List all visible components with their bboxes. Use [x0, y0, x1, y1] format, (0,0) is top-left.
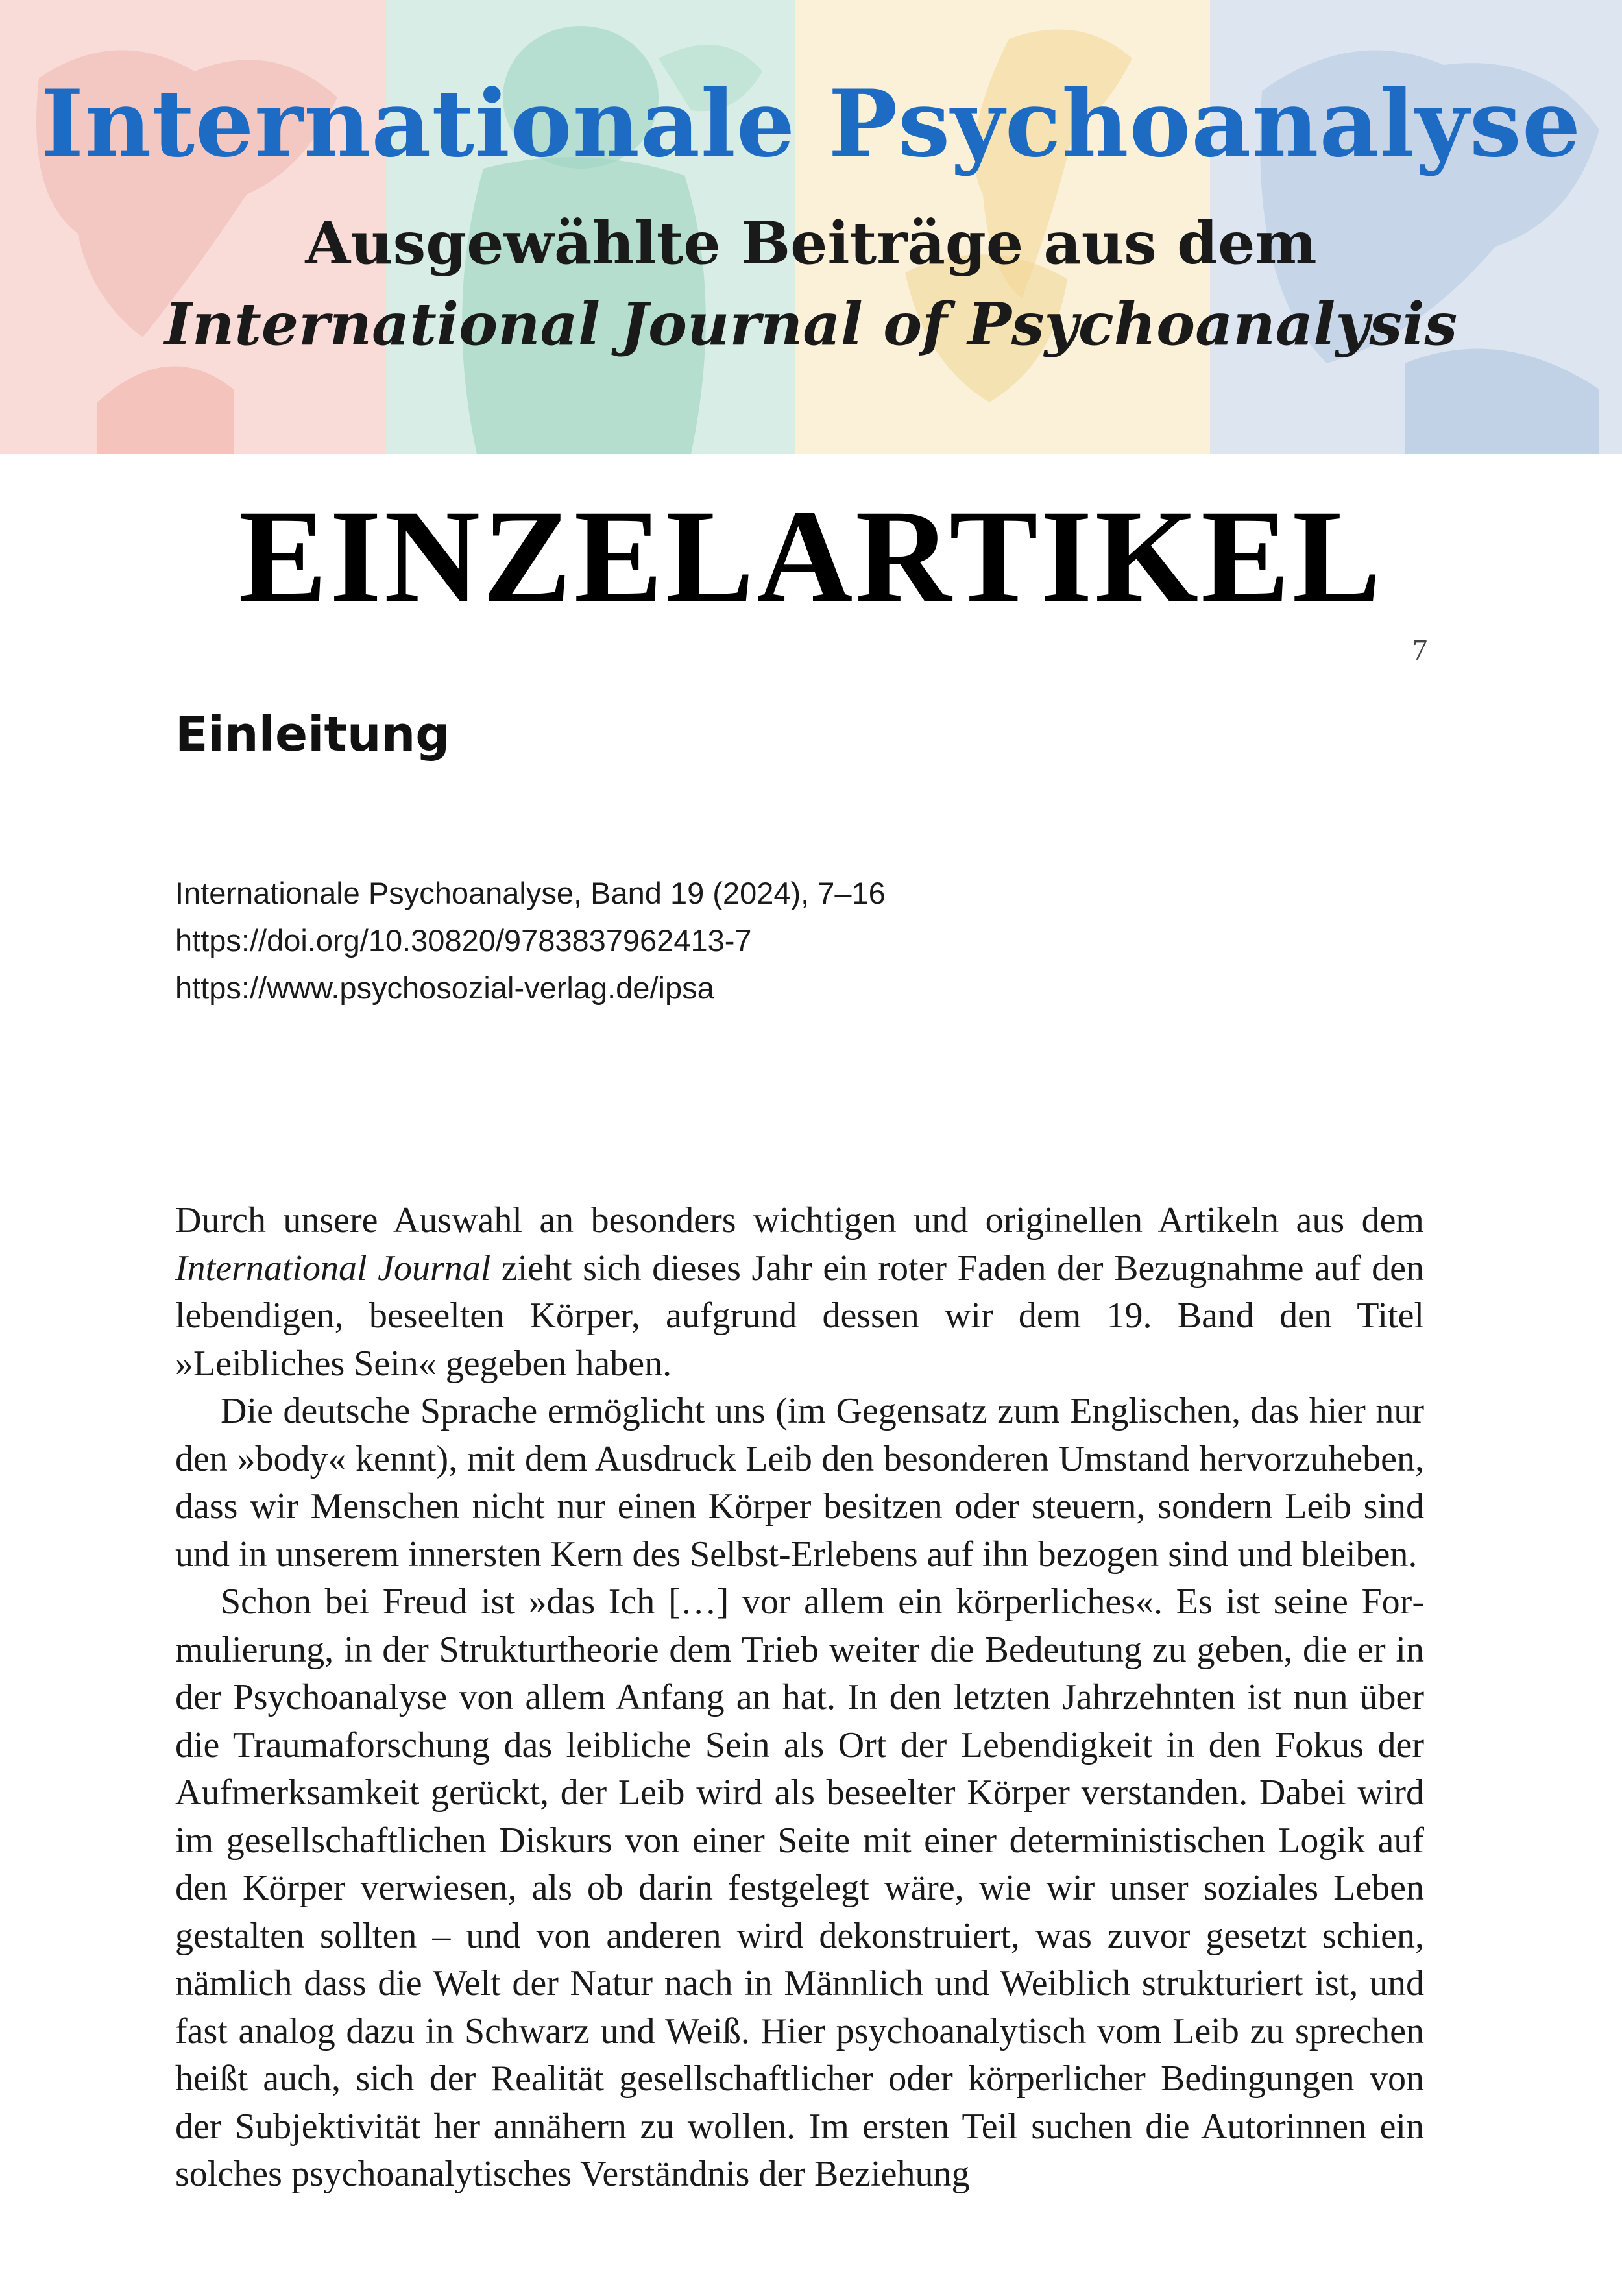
journal-subtitle-line2: International Journal of Psychoanalysis [164, 290, 1458, 359]
body-paragraph-2: Die deutsche Sprache ermöglicht uns (im Gegensatz zum Englischen, das hier nur den »body« kennt), mit dem Ausdruck Leib den besonderen Umstand hervorzuheben, dass wir Menschen nicht nur einen Körper besitzen oder steuern, sondern Leib sind und in unserem innersten Kern des Selbst-Erlebens auf ihn bezogen sind und bleiben. [175, 1391, 1424, 1575]
paragraph-1-text-a: Durch unsere Auswahl an besonders wichtigen und originellen Artikeln aus dem [175, 1200, 1424, 1240]
body-paragraph-1 [175, 1197, 1424, 1388]
banner-text [0, 0, 1622, 454]
body-paragraph-3: Schon bei Freud ist »das Ich […] vor allem ein körperliches«. Es ist seine Formulierung, in der Strukturtheorie dem Trieb weiter die Bedeutung zu geben, die er in der Psychoanalyse von allem Anfang an hat. In den letzten Jahrzehnten ist nun über die Traumaforschung das leibliche Sein als Ort der Lebendigkeit in den Fokus der Aufmerksamkeit gerückt, der Leib wird als beseelter Körper verstanden. Dabei wird im gesellschaftlichen Diskurs von einer Seite mit einer deterministischen Logik auf den Körper verwiesen, als ob darin festgelegt wäre, wie wir unser soziales Leben gestalten sollten – und von anderen wird dekonstruiert, was zuvor gesetzt schien, nämlich dass die Welt der Natur nach in Männlich und Weiblich strukturiert ist, und fast analog dazu in Schwarz und Weiß. Hier psychoanalytisch vom Leib zu sprechen heißt auch, sich der Realität gesellschaftlicher oder körperlicher Bedingungen von der Subjektivität her annähern zu wollen. Im ersten Teil suchen die Autorinnen ein solches psychoanalytisches Verständnis der Beziehung [175, 1582, 1424, 2194]
section-heading: Einleitung [175, 707, 450, 762]
citation-line: Internationale Psychoanalyse, Band 19 (2024), 7–16 [175, 876, 886, 910]
paragraph-1-text-b: zieht sich dieses Jahr ein roter Faden der Bezugnahme auf den lebendigen, beseelten Körper, aufgrund dessen wir dem 19. Band den Titel »Leibliches Sein« gegeben haben. [175, 1248, 1424, 1384]
einzelartikel-stamp: EINZELARTIKEL [238, 483, 1384, 630]
page-number: 7 [1412, 633, 1427, 666]
doi-link[interactable]: https://doi.org/10.30820/9783837962413-7 [175, 923, 752, 958]
journal-banner [0, 0, 1622, 454]
article-body [175, 1197, 1424, 2235]
citation-block [175, 869, 1473, 1011]
page-cutoff-fade [175, 2217, 1424, 2243]
publisher-url-link[interactable]: https://www.psychosozial-verlag.de/ipsa [175, 971, 714, 1005]
journal-subtitle-line1: Ausgewählte Beiträge aus dem [305, 209, 1317, 278]
journal-title: Internationale Psychoanalyse [40, 70, 1582, 178]
journal-name-emphasis: International Journal [175, 1248, 491, 1288]
